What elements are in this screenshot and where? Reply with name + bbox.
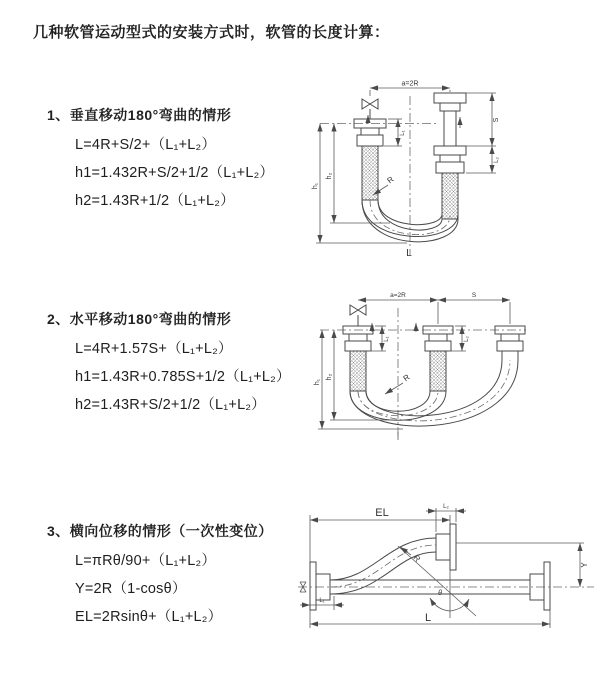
right-flange-assembly: [495, 326, 525, 360]
diagram-lateral-displacement: [298, 498, 600, 646]
d1-label-s: S: [493, 117, 500, 123]
d1-label-l: L: [406, 248, 412, 259]
d1-label-h2: h₂: [326, 172, 333, 180]
right-flange: [530, 562, 550, 610]
section-2-formula-L: L=4R+1.57S+（L₁+L₂）: [75, 341, 233, 357]
d3-label-el: EL: [375, 507, 389, 519]
section-2-heading: 2、水平移动180°弯曲的情形: [47, 311, 232, 327]
d3-label-r: R: [411, 553, 423, 564]
valve-icon: [350, 305, 366, 315]
d1-label-l1: L₁: [400, 130, 406, 136]
d2-label-h1: h₁: [314, 378, 321, 386]
page-title: 几种软管运动型式的安装方式时，软管的长度计算：: [33, 24, 390, 41]
section-1-formula-h2: h2=1.43R+1/2（L₁+L₂）: [75, 193, 235, 209]
section-1-formula-h1: h1=1.432R+S/2+1/2（L₁+L₂）: [75, 165, 275, 181]
section-2-formula-h2: h2=1.43R+S/2+1/2（L₁+L₂）: [75, 397, 266, 413]
d2-label-a2r: a=2R: [390, 292, 406, 299]
d3-label-l: L: [424, 612, 432, 624]
section-2-formula-h1: h1=1.43R+0.785S+1/2（L₁+L₂）: [75, 369, 291, 385]
d1-label-l2: L₂: [494, 157, 500, 163]
section-3-heading: 3、横向位移的情形（一次性变位）: [47, 523, 273, 539]
right-flange-assembly: [434, 93, 466, 219]
d1-label-a2r: a=2R: [401, 80, 419, 88]
left-flange-assembly: [354, 119, 386, 200]
d1-label-h1: h₁: [312, 182, 319, 190]
section-3-formula-L: L=πRθ/90+（L₁+L₂）: [75, 553, 217, 569]
middle-flange-assembly: [423, 326, 453, 391]
d2-label-r: R: [401, 372, 412, 384]
d2-label-h2: h₂: [326, 373, 333, 381]
d3-label-l2: L₂: [443, 504, 449, 510]
section-3-formula-EL: EL=2Rsinθ+（L₁+L₂）: [75, 609, 223, 625]
d3-label-theta: θ: [438, 590, 442, 597]
section-1-heading: 1、垂直移动180°弯曲的情形: [47, 107, 232, 123]
d2-label-l2: L₂: [464, 336, 470, 342]
d1-label-r: R: [385, 174, 396, 186]
d2-label-s: S: [471, 292, 477, 299]
diagram-vertical-movement: [310, 76, 600, 261]
diagram-horizontal-movement: [308, 282, 600, 450]
left-flange-assembly: [343, 326, 373, 391]
d3-label-l1: L₁: [319, 598, 325, 604]
valve-icon: [362, 99, 378, 109]
d3-label-y: Y: [580, 562, 589, 568]
section-1-formula-L: L=4R+S/2+（L₁+L₂）: [75, 137, 217, 153]
upper-flange: [436, 524, 456, 570]
section-3-formula-Y: Y=2R（1-cosθ）: [75, 581, 187, 597]
d2-label-l1: L₁: [384, 336, 390, 342]
